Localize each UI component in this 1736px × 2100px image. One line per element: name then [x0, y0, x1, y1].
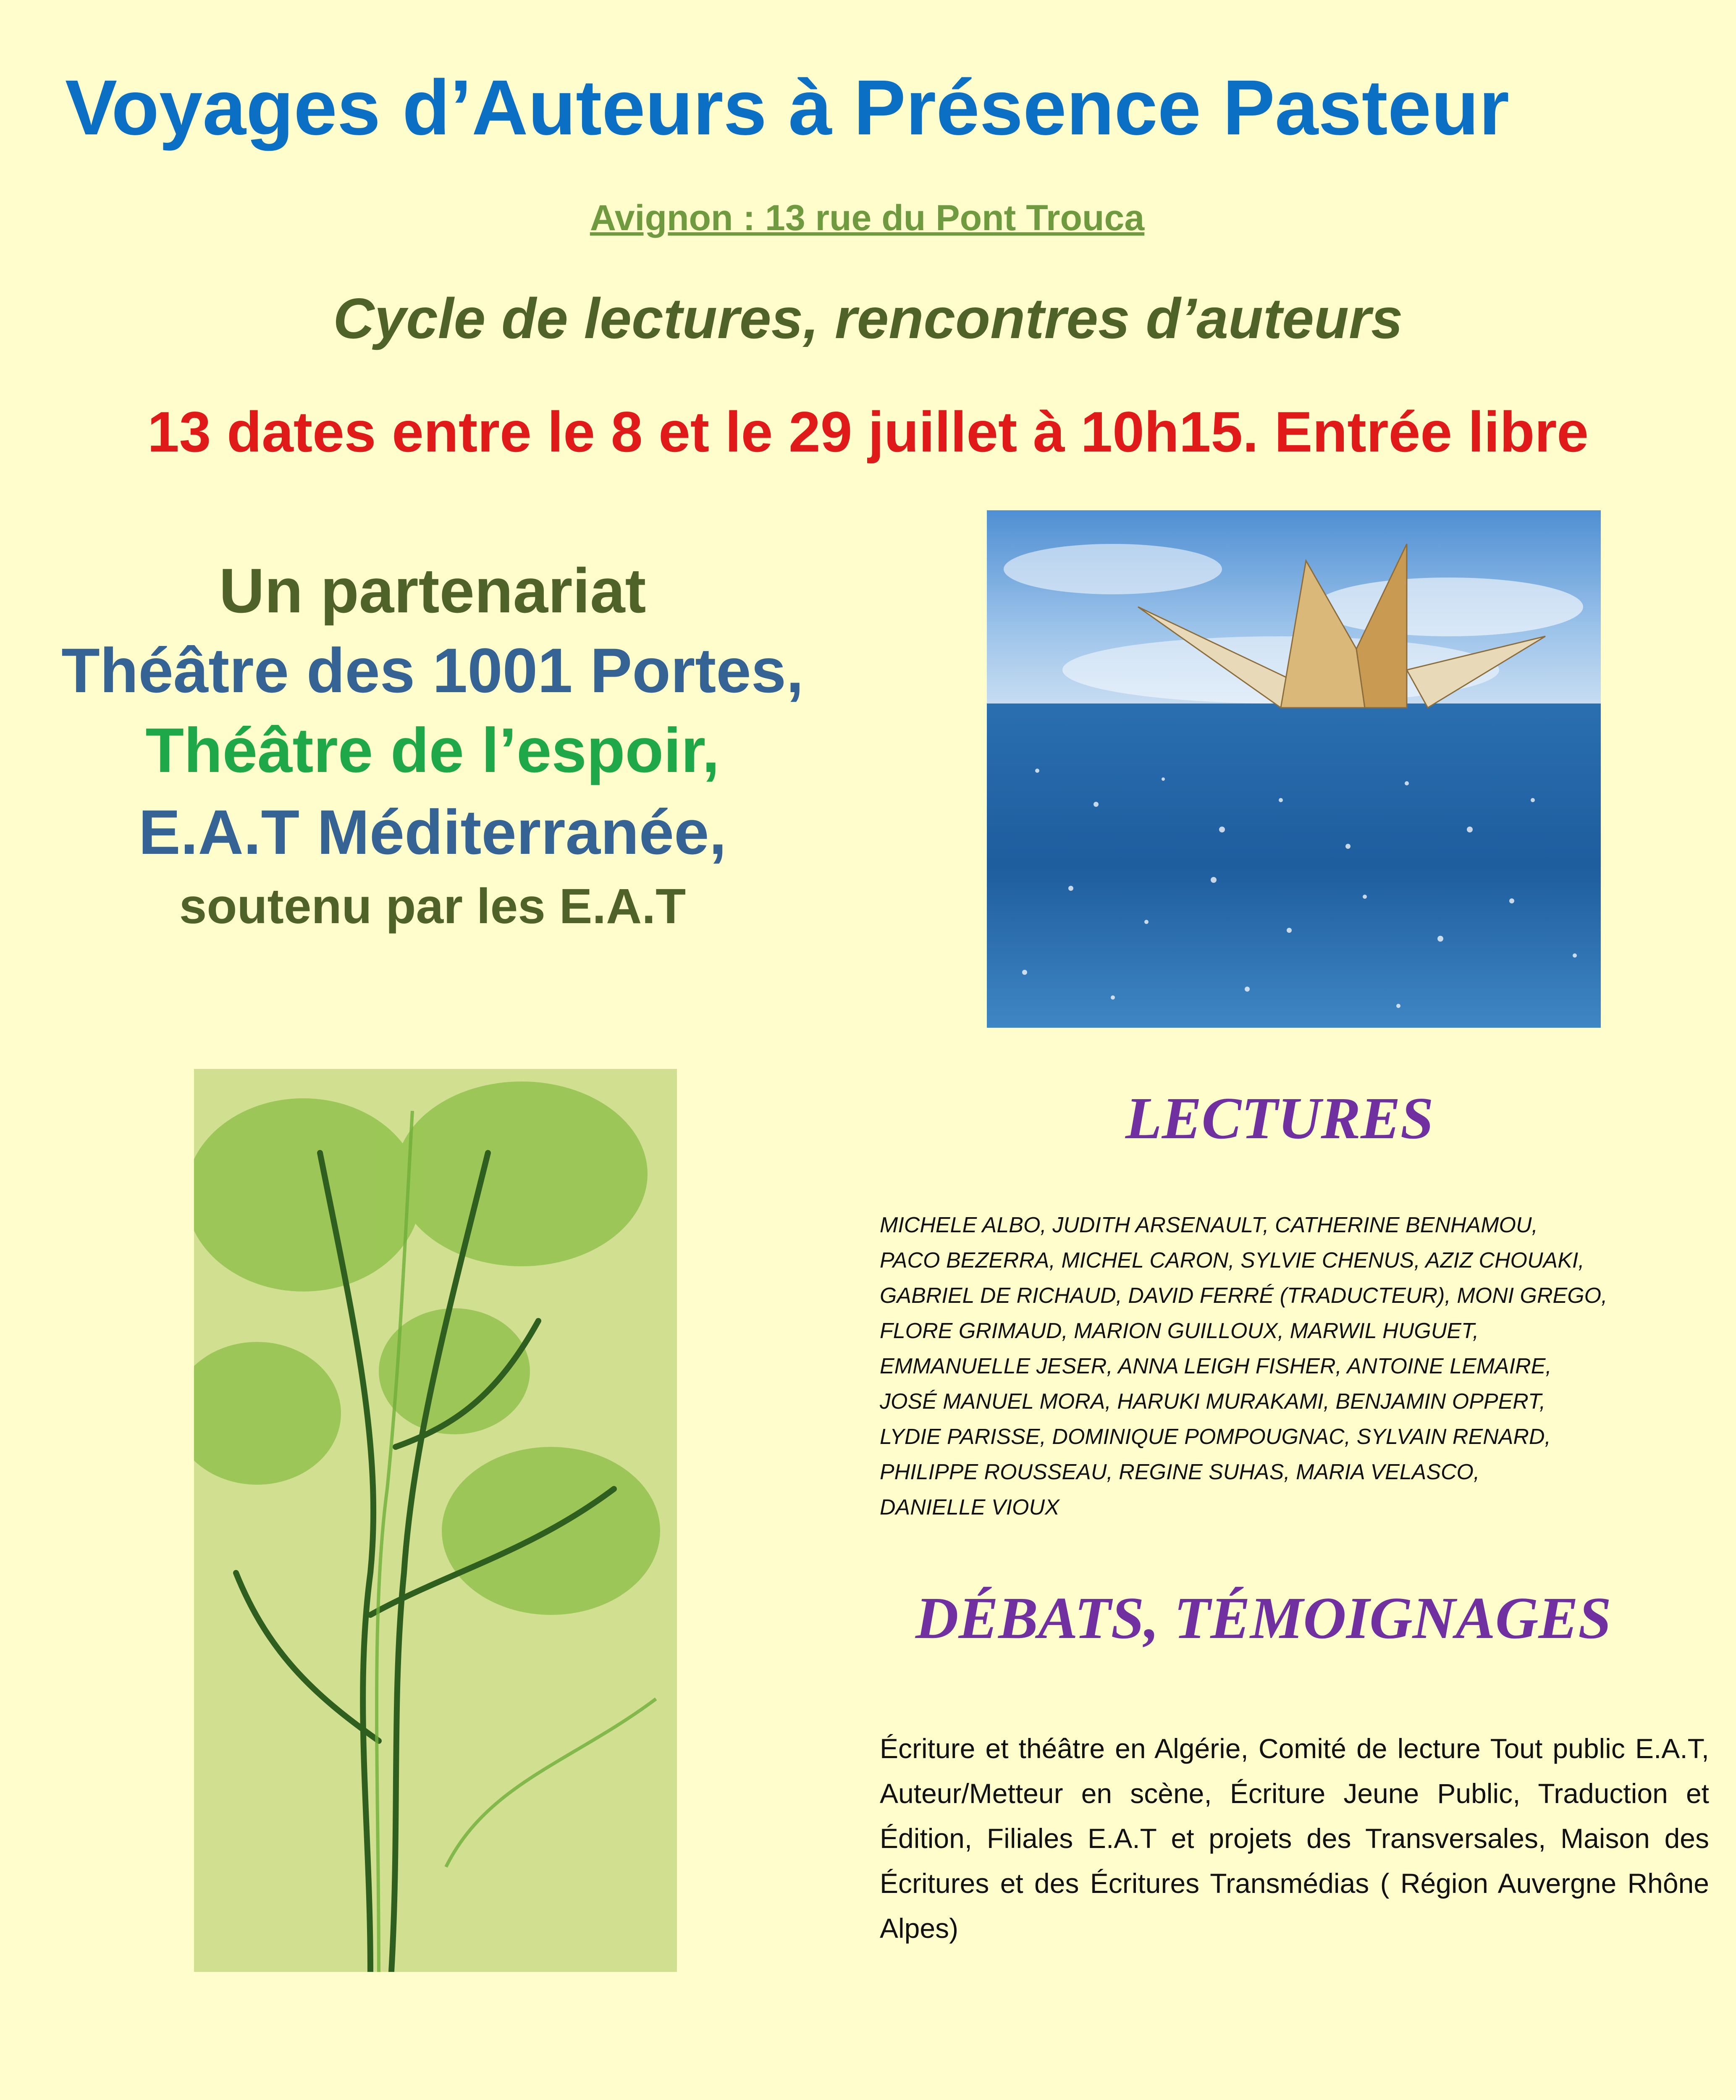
debats-title: DÉBATS, TÉMOIGNAGES [915, 1585, 1612, 1651]
address-link[interactable]: Avignon : 13 rue du Pont Trouca [590, 198, 1145, 238]
partner-eat-med: E.A.T Méditerranée, [138, 797, 727, 867]
authors-line: LYDIE PARISSE, DOMINIQUE POMPOUGNAC, SYLVAIN RENARD, [880, 1425, 1551, 1449]
origami-sea-illustration [987, 510, 1601, 1028]
partnership-heading: Un partenariat [219, 555, 646, 626]
authors-line: GABRIEL DE RICHAUD, DAVID FERRÉ (TRADUCTEUR), MONI GREGO, [880, 1284, 1608, 1308]
cycle-subtitle: Cycle de lectures, rencontres d’auteurs [333, 286, 1403, 350]
authors-line: JOSÉ MANUEL MORA, HARUKI MURAKAMI, BENJAMIN OPPERT, [880, 1389, 1546, 1414]
authors-list [880, 1208, 1686, 1525]
authors-line: EMMANUELLE JESER, ANNA LEIGH FISHER, ANTOINE LEMAIRE, [880, 1354, 1552, 1378]
dates-banner: 13 dates entre le 8 et le 29 juillet à 10h15. Entrée libre [147, 400, 1589, 464]
origami-sea-photo [987, 510, 1601, 1028]
partner-espoir: Théâtre de l’espoir, [145, 715, 720, 785]
tree-drawing [194, 1069, 677, 1972]
tree-illustration [194, 1069, 677, 1972]
authors-line: MICHELE ALBO, JUDITH ARSENAULT, CATHERINE BENHAMOU, [880, 1213, 1538, 1237]
poster-title: Voyages d’Auteurs à Présence Pasteur [65, 64, 1510, 151]
partner-1001-portes: Théâtre des 1001 Portes, [61, 635, 804, 706]
authors-line: DANIELLE VIOUX [880, 1495, 1059, 1520]
debats-text: Écriture et théâtre en Algérie, Comité de lecture Tout public E.A.T, Auteur/Metteur en scène, Écriture Jeune Public, Traduction et Édition, Filiales E.A.T et projets des Transversales, Maison des Écritures et des Écritures Transmédias ( Région Auvergne Rhône Alpes) [880, 1733, 1709, 1944]
authors-line: PACO BEZERRA, MICHEL CARON, SYLVIE CHENUS, AZIZ CHOUAKI, [880, 1248, 1584, 1273]
authors-line: FLORE GRIMAUD, MARION GUILLOUX, MARWIL HUGUET, [880, 1319, 1479, 1343]
authors-line: PHILIPPE ROUSSEAU, REGINE SUHAS, MARIA VELASCO, [880, 1460, 1480, 1484]
partner-support: soutenu par les E.A.T [179, 879, 686, 934]
lectures-title: LECTURES [1125, 1085, 1434, 1151]
